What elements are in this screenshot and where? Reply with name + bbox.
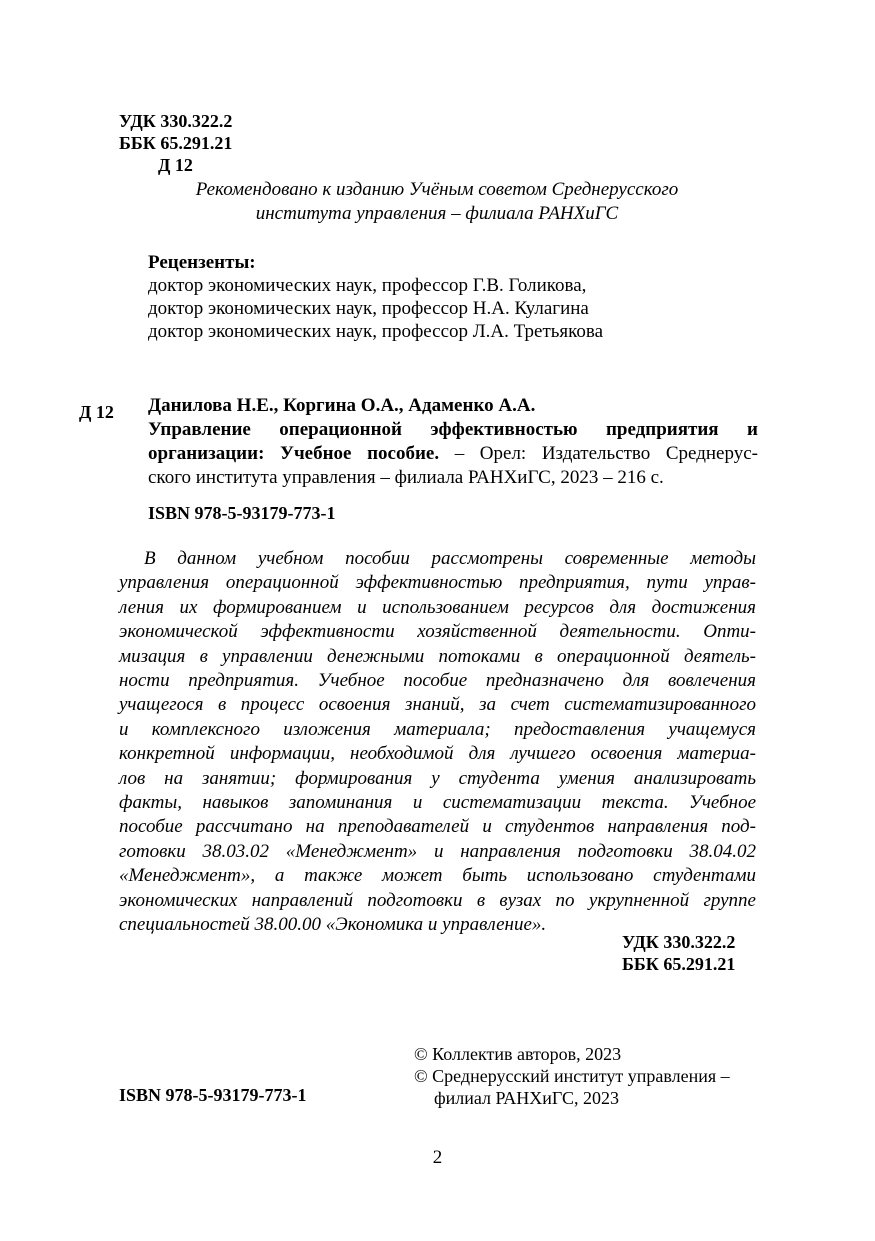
recommendation-line: института управления – филиала РАНХиГС (255, 203, 619, 224)
author-mark: Д 12 (158, 155, 193, 175)
abstract-line: специальностей 38.00.00 «Экономика и управление». (119, 914, 547, 936)
abstract-line: В данном учебном пособии рассмотрены современные методы (144, 548, 756, 569)
abstract-line: готовки 38.03.02 «Менеджмент» и направления подготовки 38.04.02 (119, 840, 756, 862)
recommendation-line: Рекомендовано к изданию Учёным советом Среднерусского (195, 179, 679, 200)
reviewer-item: доктор экономических наук, профессор Н.А. Кулагина (148, 298, 589, 319)
copyright-line: филиал РАНХиГС, 2023 (434, 1088, 620, 1108)
publisher-line: ского института управления – филиала РАНХиГС, 2023 – 216 с. (148, 467, 664, 488)
page-number: 2 (432, 1147, 443, 1168)
title-bold: организации: Учебное пособие. (148, 443, 440, 464)
recommendation-note (119, 178, 755, 226)
classification-codes-bottom (622, 931, 735, 975)
abstract-line: экономической эффективности хозяйственной деятельности. Опти- (119, 621, 756, 643)
abstract-line: мизация в управлении денежными потоками в операционной деятель- (119, 645, 756, 667)
abstract-line: управления операционной эффективностью предприятия, пути управ- (119, 572, 756, 594)
abstract-line: лов на занятии; формирования у студента умения анализировать (119, 767, 756, 789)
abstract-line: ности предприятия. Учебное пособие предназначено для вовлечения (119, 670, 756, 692)
abstract-line: учащегося в процесс освоения знаний, за счет систематизированного (119, 694, 756, 716)
abstract (119, 547, 756, 938)
copyright-line: © Коллектив авторов, 2023 (414, 1044, 622, 1064)
reviewers-block (148, 251, 603, 343)
author-mark-side: Д 12 (79, 402, 114, 422)
abstract-line: конкретной информации, необходимой для лучшего освоения материа- (119, 743, 756, 765)
udk-code: УДК 330.322.2 (119, 111, 233, 131)
title-line (148, 442, 758, 466)
reviewers-heading: Рецензенты: (148, 252, 256, 273)
udk-code: УДК 330.322.2 (622, 932, 736, 952)
authors: Данилова Н.Е., Коргина О.А., Адаменко А.А. (148, 395, 536, 416)
copyright-line: © Среднерусский институт управления – (414, 1066, 730, 1086)
bbk-code: ББК 65.291.21 (119, 133, 233, 153)
copyright-block (414, 1043, 730, 1109)
publisher-text: – Орел: Издательство Среднерус- (439, 443, 758, 464)
isbn-footer: ISBN 978-5-93179-773-1 (119, 1085, 307, 1105)
reviewer-item: доктор экономических наук, профессор Г.В. Голикова, (148, 275, 587, 296)
title-line: Управление операционной эффективностью предприятия и (148, 419, 758, 440)
bibliographic-entry (148, 394, 758, 490)
abstract-line: экономических направлений подготовки в вузах по укрупненной группе (119, 889, 756, 911)
abstract-line: «Менеджмент», а также может быть использовано студентами (119, 865, 756, 887)
bbk-code: ББК 65.291.21 (622, 954, 736, 974)
abstract-line: и комплексного изложения материала; предоставления учащемуся (119, 718, 756, 740)
abstract-line: факты, навыков запоминания и систематизации текста. Учебное (119, 792, 756, 814)
reviewer-item: доктор экономических наук, профессор Л.А. Третьякова (148, 321, 604, 342)
abstract-line: ления их формированием и использованием ресурсов для достижения (119, 596, 756, 618)
abstract-line: пособие рассчитано на преподавателей и студентов направления под- (119, 816, 756, 838)
classification-codes-top (119, 110, 232, 154)
isbn: ISBN 978-5-93179-773-1 (148, 503, 336, 523)
